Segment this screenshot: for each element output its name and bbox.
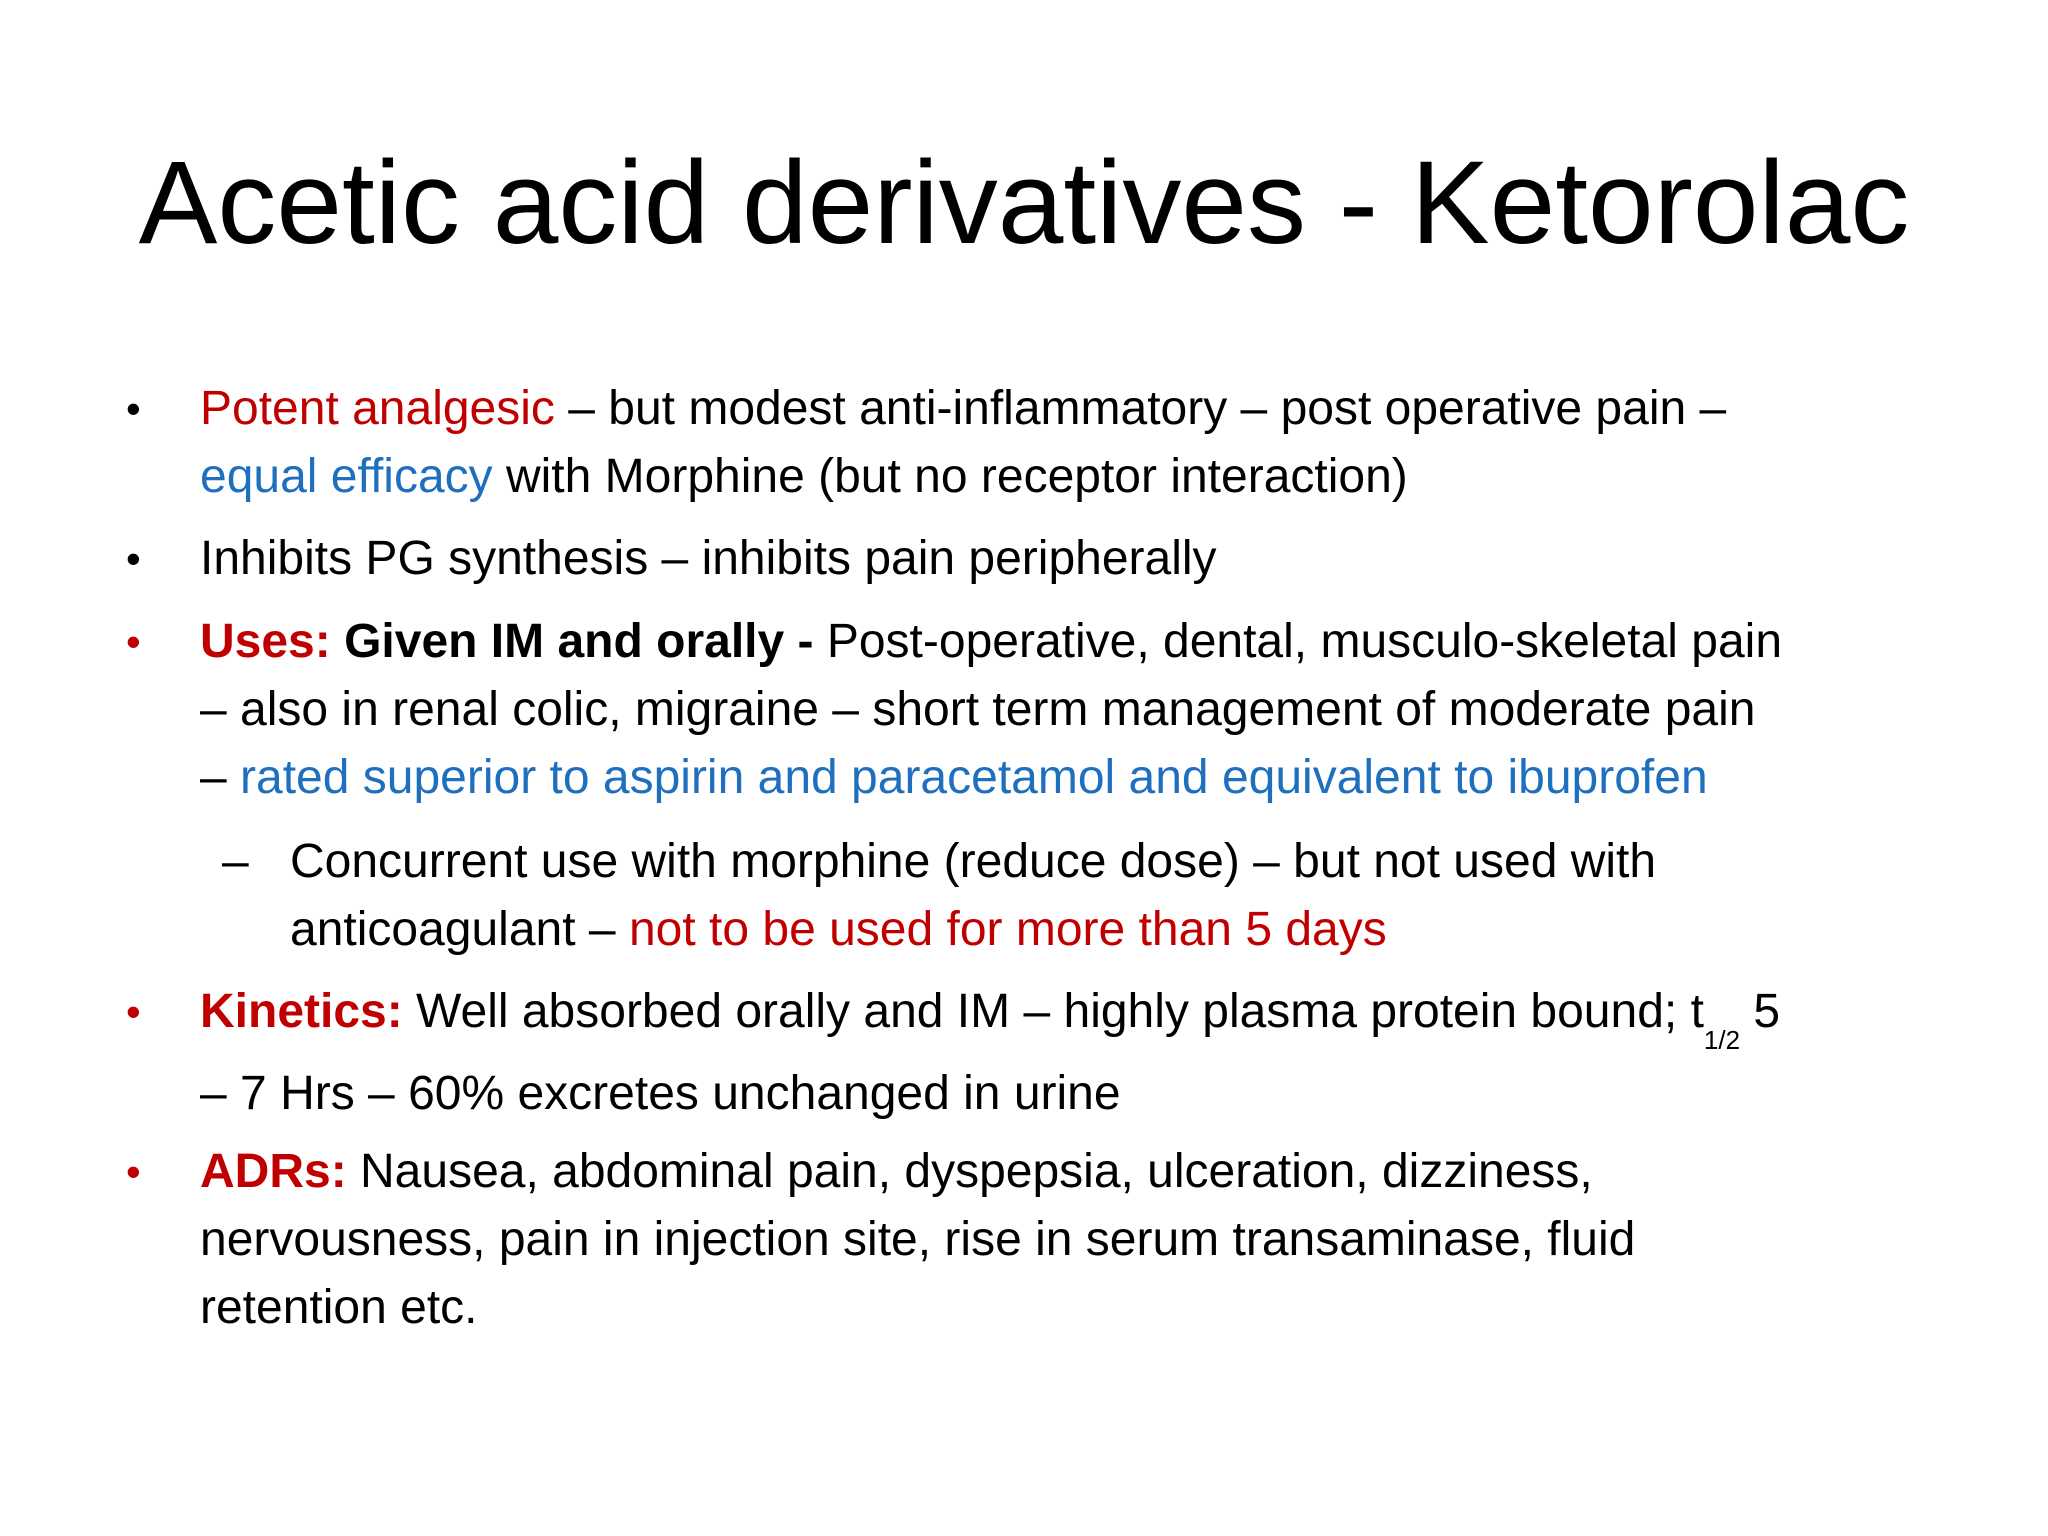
bullet-item-kinetics	[126, 978, 1920, 1128]
body-text: 5	[1740, 985, 1781, 1038]
bullet-dot: •	[126, 385, 141, 432]
bullet-line	[200, 375, 1920, 443]
bullet-dot: •	[126, 618, 141, 665]
bullet-item-adrs	[126, 1138, 1920, 1342]
bold-text: Given IM and orally -	[330, 615, 827, 668]
sub-bullet-dash: –	[222, 835, 249, 888]
bullet-dot: •	[126, 535, 141, 582]
bullet-dot: •	[126, 1148, 141, 1195]
body-text: – 7 Hrs – 60% excretes unchanged in urine	[200, 1067, 1121, 1120]
highlight-text: not to be used for more than 5 days	[628, 903, 1387, 956]
highlight-text: equal efficacy	[200, 450, 493, 503]
bullet-item-potent-analgesic	[126, 375, 1920, 511]
bullet-line	[290, 896, 2010, 964]
body-text: retention etc.	[200, 1281, 478, 1334]
body-text: Post-operative, dental, musculo-skeletal pain	[826, 615, 1783, 668]
body-text: with Morphine (but no receptor interaction)	[492, 450, 1408, 503]
bullet-line	[200, 443, 1920, 511]
body-text: – but modest anti-inflammatory – post operative pain –	[554, 382, 1727, 435]
dash-text: –	[200, 751, 241, 804]
section-label: ADRs:	[200, 1145, 347, 1198]
highlight-text: rated superior to aspirin and paracetamol and equivalent to ibuprofen	[240, 751, 1708, 804]
body-text: – also in renal colic, migraine – short term management of moderate pain	[200, 683, 1756, 736]
slide-title: Acetic acid derivatives - Ketorolac	[138, 137, 1910, 269]
bullet-line	[200, 1138, 1920, 1206]
section-label: Uses:	[200, 615, 331, 668]
body-text: Nausea, abdominal pain, dyspepsia, ulceration, dizziness,	[346, 1145, 1593, 1198]
bullet-line	[200, 608, 1920, 676]
subscript-text: 1/2	[1703, 1025, 1741, 1055]
body-text: nervousness, pain in injection site, rise in serum transaminase, fluid	[200, 1213, 1636, 1266]
sub-bullet-item-concurrent-use	[222, 828, 2010, 964]
bullet-dot: •	[126, 988, 141, 1035]
bullet-item-inhibits-pg	[126, 525, 1920, 593]
bullet-line	[200, 744, 1920, 812]
section-label: Kinetics:	[200, 985, 403, 1038]
body-text: Well absorbed orally and IM – highly plasma protein bound; t	[402, 985, 1704, 1038]
body-text: Concurrent use with morphine (reduce dose) – but not used with	[290, 835, 1657, 888]
body-text: anticoagulant –	[290, 903, 629, 956]
bullet-item-uses	[126, 608, 1920, 812]
highlight-text: Potent analgesic	[200, 382, 555, 435]
body-text: Inhibits PG synthesis – inhibits pain peripherally	[200, 532, 1217, 585]
bullet-line	[200, 978, 1920, 1055]
